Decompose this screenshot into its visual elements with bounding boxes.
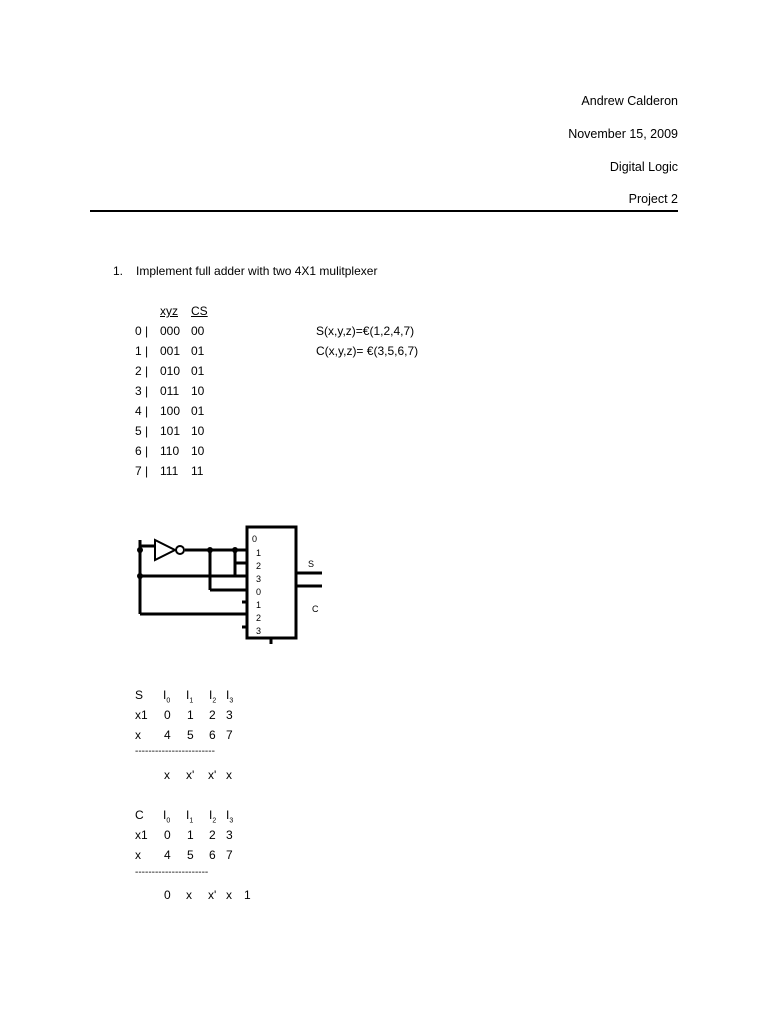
s-table-input-i0: $I_0$ (163, 688, 171, 705)
truth-table-index: 5 | (135, 424, 149, 438)
c-table-row-label: x1 (135, 828, 148, 842)
truth-table-index: 7 | (135, 464, 149, 478)
mux-pin-label: 2 (256, 561, 262, 571)
truth-table-header-cs: CS (191, 304, 208, 318)
truth-table-cs: 10 (191, 444, 205, 458)
c-table-input-i1: $I_1$ (186, 808, 194, 825)
mux-pin-label: 0 (256, 587, 262, 597)
truth-table-index: 3 | (135, 384, 149, 398)
s-table-value: 3 (226, 708, 233, 722)
truth-table-xyz: 101 (160, 424, 181, 438)
truth-table-xyz: 110 (160, 444, 180, 458)
s-table-row-label: x (135, 728, 141, 742)
truth-table-cs: 10 (191, 424, 205, 438)
truth-table-xyz: 001 (160, 344, 181, 358)
mux-pin-label: 0 (252, 534, 258, 544)
truth-table-index: 6 | (135, 444, 149, 458)
project-title: Project 2 (628, 192, 678, 206)
question-number: 1. (113, 264, 124, 278)
c-table-result: 0 (164, 888, 171, 902)
carry-equation: C(x,y,z)= €(3,5,6,7) (316, 344, 419, 358)
c-table-result: x (186, 888, 192, 902)
truth-table-cs: 11 (191, 464, 204, 478)
c-table-result: 1 (244, 888, 251, 902)
truth-table-cs: 01 (191, 404, 205, 418)
s-table-result: x (226, 768, 232, 782)
truth-table-cs: 00 (191, 324, 205, 338)
truth-table-header-xyz: xyz (160, 304, 178, 318)
header-divider (90, 210, 678, 212)
c-table-label: C (135, 808, 144, 822)
mux-circuit-diagram (130, 520, 330, 645)
c-table-value: 0 (164, 828, 171, 842)
s-table-input-i2: $I_2$ (209, 688, 217, 705)
s-table-result: x' (186, 768, 195, 782)
truth-table-xyz: 111 (160, 464, 179, 478)
c-table-result: x' (208, 888, 217, 902)
mux-pin-label: 3 (256, 574, 262, 584)
c-table-divider: ---------------------- (135, 867, 209, 878)
document-date: November 15, 2009 (568, 127, 678, 141)
question-text: Implement full adder with two 4X1 mulitplexer (136, 264, 378, 278)
course-name: Digital Logic (609, 160, 678, 174)
mux-pin-label: 3 (256, 626, 262, 636)
s-table-value: 6 (209, 728, 216, 742)
output-label-s: S (308, 559, 315, 569)
c-table-value: 3 (226, 828, 233, 842)
truth-table-xyz: 000 (160, 324, 181, 338)
truth-table-xyz: 011 (160, 384, 180, 398)
c-table-input-i3: $I_3$ (226, 808, 234, 825)
s-table-value: 1 (187, 708, 194, 722)
s-table-input-i1: $I_1$ (186, 688, 194, 705)
output-label-c: C (312, 604, 319, 614)
truth-table-index: 1 | (135, 344, 149, 358)
s-table-divider: ------------------------ (135, 746, 215, 757)
c-table-result: x (226, 888, 232, 902)
c-table-row-label: x (135, 848, 141, 862)
c-table-value: 1 (187, 828, 194, 842)
mux-pin-label: 1 (256, 548, 262, 558)
truth-table-index: 0 | (135, 324, 149, 338)
s-table-row-label: x1 (135, 708, 148, 722)
s-table-value: 5 (187, 728, 194, 742)
s-table-label: S (135, 688, 144, 702)
s-table-input-i3: $I_3$ (226, 688, 234, 705)
mux-pin-label: 2 (256, 613, 262, 623)
truth-table-cs: 01 (191, 344, 205, 358)
sum-equation: S(x,y,z)=€(1,2,4,7) (316, 324, 415, 338)
truth-table-cs: 01 (191, 364, 205, 378)
c-table-value: 6 (209, 848, 216, 862)
s-table-result: x (164, 768, 170, 782)
c-table-input-i2: $I_2$ (209, 808, 217, 825)
s-table-value: 2 (209, 708, 216, 722)
truth-table-xyz: 010 (160, 364, 181, 378)
s-table-value: 7 (226, 728, 233, 742)
c-table-input-i0: $I_0$ (163, 808, 171, 825)
truth-table-index: 4 | (135, 404, 149, 418)
s-table-result: x' (208, 768, 217, 782)
c-table-value: 4 (164, 848, 171, 862)
author-name: Andrew Calderon (581, 94, 678, 108)
truth-table-index: 2 | (135, 364, 149, 378)
s-table-value: 0 (164, 708, 171, 722)
s-table-value: 4 (164, 728, 171, 742)
truth-table-cs: 10 (191, 384, 205, 398)
c-table-value: 2 (209, 828, 216, 842)
truth-table-xyz: 100 (160, 404, 181, 418)
c-table-value: 5 (187, 848, 194, 862)
mux-pin-label: 1 (256, 600, 262, 610)
c-table-value: 7 (226, 848, 233, 862)
